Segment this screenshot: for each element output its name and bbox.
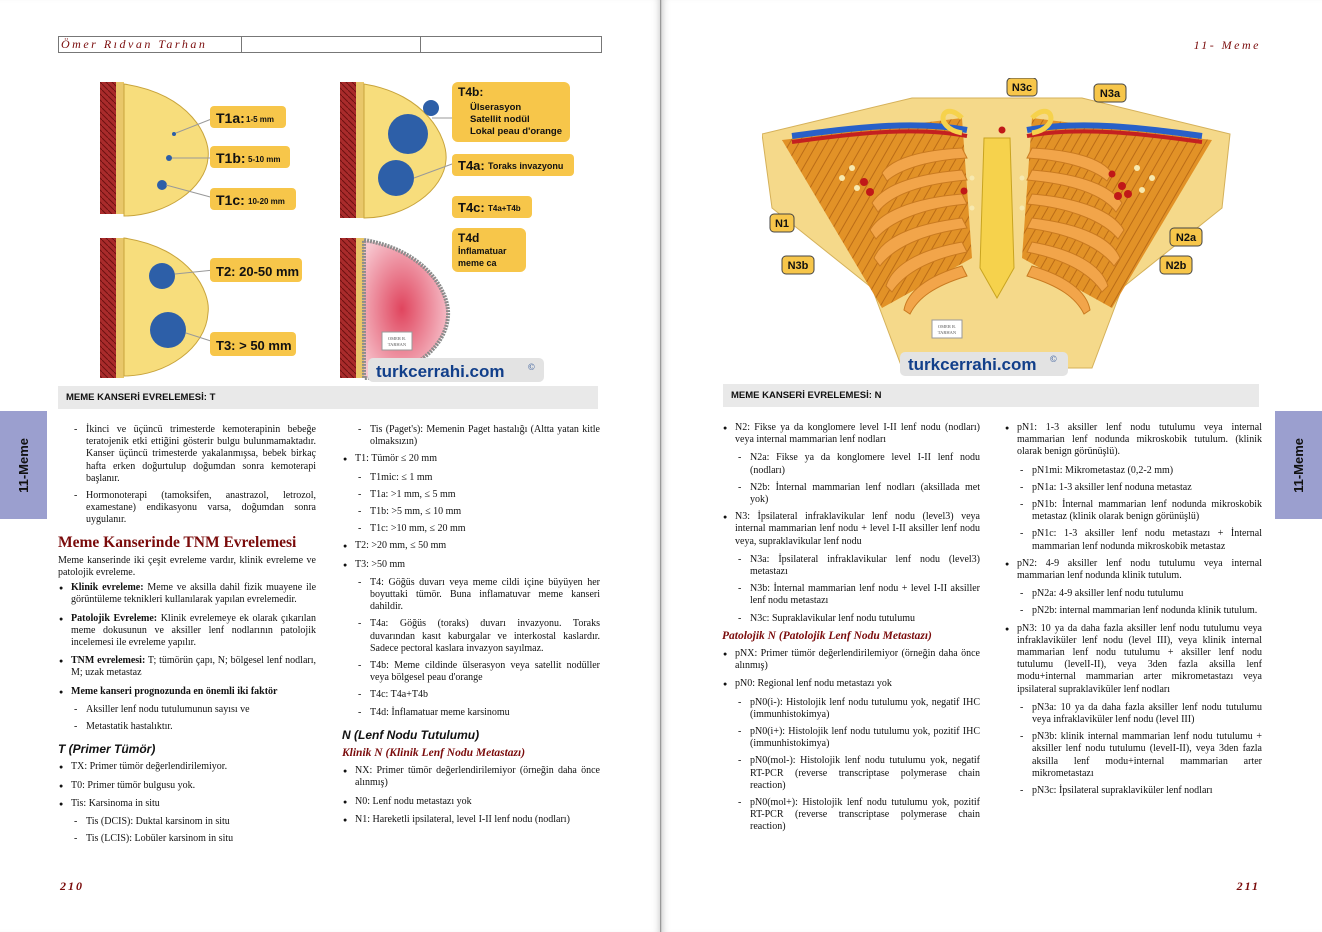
- svg-text:©: ©: [1050, 354, 1057, 364]
- chapter-side-tab: [1275, 411, 1322, 519]
- svg-text:T1b:: T1b:: [216, 150, 246, 166]
- svg-text:OMER R.: OMER R.: [937, 324, 957, 329]
- term: Patolojik Evreleme:: [71, 612, 158, 624]
- list-item: ● N2: Fikse ya da konglomere level I-II lenf nodu (nodları) veya internal mammarian lenf nodları: [722, 422, 980, 446]
- list-item: ● pN1: 1-3 aksiller lenf nodu tutulumu veya internal mammarian lenf nodunda mikroskobik tutulum. (klinik olarak benign görünüşlü).: [1004, 422, 1262, 459]
- t4c-tag: [452, 196, 532, 218]
- svg-text:T3: > 50 mm: T3: > 50 mm: [216, 338, 292, 353]
- right-column-2: [1004, 422, 1262, 802]
- header-author: Ömer Rıdvan Tarhan: [59, 37, 242, 52]
- svg-text:T4a:: T4a:: [458, 158, 485, 173]
- term: Klinik evreleme:: [71, 582, 144, 594]
- svg-text:Ülserasyon: Ülserasyon: [470, 102, 522, 113]
- t4d-box: [452, 228, 526, 272]
- left-column-2: [342, 424, 600, 832]
- list-item: - pN1a: 1-3 aksiller lenf noduna metastaz: [1004, 482, 1262, 494]
- list-item: ● N0: Lenf nodu metastazı yok: [342, 796, 600, 808]
- svg-text:T4b:: T4b:: [458, 85, 484, 99]
- list-item: - T4: Göğüs duvarı veya meme cildi içine büyüyen her boyuttaki tümör. Buna inflamatuvar meme kanseri dahildir.: [342, 577, 600, 614]
- n2a-tag: [1170, 228, 1202, 246]
- svg-text:T1a:: T1a:: [216, 110, 245, 126]
- subsection-heading: T (Primer Tümör): [58, 742, 156, 757]
- list-item: ● pN2: 4-9 aksiller lenf nodu tutulumu veya internal mammarian lenf nodunda klinik tutulum.: [1004, 558, 1262, 582]
- list-item: - N3c: Supraklavikular lenf nodu tutulumu: [722, 613, 980, 625]
- subsection-heading: Patolojik N (Patolojik Lenf Nodu Metastazı): [722, 629, 932, 642]
- list-item: ● TX: Primer tümör değerlendirilemiyor.: [58, 761, 316, 773]
- list-item: ● Tis: Karsinoma in situ: [58, 798, 316, 810]
- n3c-tag: [1007, 78, 1037, 96]
- term: TNM evrelemesi:: [71, 655, 146, 667]
- running-header-box: [58, 36, 602, 53]
- list-item: - pN3c: İpsilateral supraklaviküler lenf nodları: [1004, 785, 1262, 797]
- t2-tag: [210, 258, 302, 282]
- svg-text:TARHAN: TARHAN: [937, 330, 957, 335]
- svg-text:©: ©: [528, 362, 535, 372]
- page-number: 210: [60, 879, 84, 893]
- t3-tag: [210, 332, 296, 356]
- list-item: ● N1: Hareketli ipsilateral, level I-II lenf nodu (nodları): [342, 814, 600, 826]
- list-item: ● T2: >20 mm, ≤ 50 mm: [342, 540, 600, 552]
- svg-text:N3a: N3a: [1099, 88, 1121, 100]
- list-item: - N2a: Fikse ya da konglomere level I-II lenf nodu (nodları): [722, 452, 980, 476]
- list-item: - Tis (Paget's): Memenin Paget hastalığı (Altta yatan kitle olmaksızın): [342, 424, 600, 448]
- svg-text:turkcerrahi.com: turkcerrahi.com: [376, 362, 505, 381]
- chapter-side-tab-label: 11-Meme: [16, 437, 31, 493]
- list-item: ● pN0: Regional lenf nodu metastazı yok: [722, 678, 980, 690]
- list-item: - İkinci ve üçüncü trimesterde kemoterapinin bebeğe teratojenik etki ettiğini gösterir bulgu bulunmamaktadır. Kanser üçüncü trimesterde yakalanmışsa, bebek birkaç hafta erken doğurtulup doğumdan sonra kemoterapi başlanır.: [58, 424, 316, 485]
- list-item: - T1c: >10 mm, ≤ 20 mm: [342, 523, 600, 535]
- list-item: [58, 655, 316, 679]
- list-item: - pN0(mol+): Histolojik lenf nodu tutulumu yok, pozitif RT-PCR (reverse transcriptase polymerase chain reaction): [722, 797, 980, 834]
- page-number: 211: [1236, 879, 1260, 893]
- n1-tag: [770, 214, 794, 232]
- list-item: - N2b: İnternal mammarian lenf nodları (aksillada met yok): [722, 482, 980, 506]
- n3a-tag: [1094, 84, 1126, 102]
- list-item: - T4a: Göğüs (toraks) duvarı invazyonu. Toraks duvarından kasıt kaburgalar ve interkostal kaslardır. Sadece pectoral kaslara invazyon sayılmaz.: [342, 618, 600, 655]
- watermark: [368, 358, 544, 382]
- svg-text:OMER R.: OMER R.: [387, 336, 407, 341]
- chapter-side-tab: [0, 411, 47, 519]
- stamp: [932, 320, 962, 338]
- list-item: [58, 613, 316, 650]
- list-item: - Tis (LCIS): Lobüler karsinom in situ: [58, 833, 316, 845]
- header-empty-cell: [242, 37, 421, 52]
- right-column-1: [722, 422, 980, 839]
- svg-text:T1c:: T1c:: [216, 192, 245, 208]
- list-item: - pN0(i+): Histolojik lenf nodu tutulumu yok, pozitif IHC (immunhistokimya): [722, 726, 980, 750]
- breast-diagram-t4: [340, 82, 452, 218]
- svg-text:N2b: N2b: [1165, 260, 1187, 272]
- list-item: - pN0(i-): Histolojik lenf nodu tutulumu yok, negatif IHC (immunhistokimya): [722, 697, 980, 721]
- svg-text:N3c: N3c: [1011, 82, 1033, 94]
- list-item: [58, 582, 316, 606]
- subsection-heading: N (Lenf Nodu Tutulumu): [342, 727, 480, 742]
- list-item: - pN1mi: Mikrometastaz (0,2-2 mm): [1004, 465, 1262, 477]
- svg-text:meme ca: meme ca: [458, 258, 497, 268]
- list-item: ● T1: Tümör ≤ 20 mm: [342, 453, 600, 465]
- list-item: - pN3a: 10 ya da daha fazla aksiller lenf nodu tutulumu veya infraklaviküler lenf nodu (level III): [1004, 702, 1262, 726]
- right-page: [661, 0, 1322, 932]
- breast-diagram-t4d: [340, 238, 448, 378]
- t4b-box: [452, 82, 570, 142]
- list-item: - N3b: İnternal mammarian lenf nodu + level I-II aksiller lenf nodu metastazı: [722, 583, 980, 607]
- list-item: - Tis (DCIS): Duktal karsinom in situ: [58, 816, 316, 828]
- list-item: - pN1c: 1-3 aksiller lenf nodu metastazı + İnternal mammarian lenf nodunda mikroskobik metastaz: [1004, 528, 1262, 552]
- list-item: - Aksiller lenf nodu tutulumunun sayısı ve: [58, 704, 316, 716]
- list-item: ● N3: İpsilateral infraklavikular lenf nodu (level3) veya internal mammarian lenf nodu + level I-II aksiller lenf nodu veya, supraklavikular lenf nodu: [722, 511, 980, 548]
- list-item: - pN1b: İnternal mammarian lenf nodunda mikroskobik metastaz (klinik olarak benign görünüşlü): [1004, 499, 1262, 523]
- svg-text:T4d: T4d: [458, 231, 480, 245]
- n2b-tag: [1160, 256, 1192, 274]
- list-item: - Metastatik hastalıktır.: [58, 721, 316, 733]
- list-item: - T4c: T4a+T4b: [342, 689, 600, 701]
- chapter-side-tab-label: 11-Meme: [1291, 437, 1306, 493]
- n-staging-figure: [762, 78, 1232, 378]
- list-item: - T1b: >5 mm, ≤ 10 mm: [342, 506, 600, 518]
- list-item: - Hormonoterapi (tamoksifen, anastrazol, letrozol, examestane) endikasyonu varsa, doğumdan sonra uygulanır.: [58, 490, 316, 527]
- svg-text:Toraks invazyonu: Toraks invazyonu: [488, 161, 564, 171]
- svg-text:N3b: N3b: [787, 260, 809, 272]
- svg-text:N1: N1: [774, 218, 790, 230]
- breast-diagram-t1: [100, 82, 214, 216]
- t1c-tag: [210, 188, 296, 210]
- header-empty-cell: [421, 37, 601, 52]
- watermark: [900, 352, 1068, 376]
- list-item: - T4d: İnflamatuar meme karsinomu: [342, 707, 600, 719]
- svg-text:T4c:: T4c:: [458, 200, 485, 215]
- t4a-tag: [452, 154, 574, 176]
- list-item: - T1a: >1 mm, ≤ 5 mm: [342, 489, 600, 501]
- t1a-tag: [210, 106, 286, 128]
- figure-caption: MEME KANSERİ EVRELEMESİ: N: [723, 384, 1259, 407]
- svg-text:5-10 mm: 5-10 mm: [248, 155, 281, 164]
- list-item: ● T3: >50 mm: [342, 559, 600, 571]
- list-item: - pN3b: klinik internal mammarian lenf nodu tutulumu + aksiller lenf nodu tutulumu (levelI-II), veya 3den fazla aksilla lenf modu+internal mammarian arter mikrometastazı: [1004, 731, 1262, 780]
- paragraph: Meme kanserinde iki çeşit evreleme vardır, klinik evreleme ve patolojik evreleme.: [58, 554, 316, 579]
- definition: Klinik evrelemeye ek olarak çıkarılan meme dokusunun ve aksiller lenf nodlarının patolojik incelemesi ile evreleme yapılır.: [71, 612, 316, 649]
- list-item: ● pN3: 10 ya da daha fazla aksiller lenf nodu tutulumu veya infraklaviküler lenf nodu (level III), veya klinik internal mammarian lenf nodu tutulumu + aksiller lenf nodu tutulumu (levelI-II), veya 3den fazla aksilla lenf modu+internal mammarian arter mikrometastazı veya ipsilateral supraklaviküler lenf nodları: [1004, 623, 1262, 696]
- svg-text:turkcerrahi.com: turkcerrahi.com: [908, 355, 1037, 374]
- svg-text:T2: 20-50 mm: T2: 20-50 mm: [216, 264, 300, 279]
- svg-text:TARHAN: TARHAN: [387, 342, 407, 347]
- list-item: - pN2b: internal mammarian lenf nodunda klinik tutulum.: [1004, 605, 1262, 617]
- svg-text:Satellit nodül: Satellit nodül: [470, 114, 530, 125]
- definition: T; tümörün çapı, N; bölgesel lenf nodları, M; uzak metastaz: [71, 655, 316, 679]
- list-item: ● T0: Primer tümör bulgusu yok.: [58, 780, 316, 792]
- section-heading: Meme Kanserinde TNM Evrelemesi: [58, 533, 297, 551]
- list-item: ● Meme kanseri prognozunda en önemli iki faktör: [58, 686, 316, 698]
- svg-text:10-20 mm: 10-20 mm: [248, 197, 285, 206]
- t1b-tag: [210, 146, 290, 168]
- subsection-heading: Klinik N (Klinik Lenf Nodu Metastazı): [342, 747, 526, 760]
- list-item: ● pNX: Primer tümör değerlendirilemiyor (örneğin daha önce alınmış): [722, 648, 980, 672]
- list-item: - N3a: İpsilateral infraklavikular lenf nodu (level3) metastazı: [722, 554, 980, 578]
- figure-caption: MEME KANSERİ EVRELEMESİ: T: [58, 386, 598, 409]
- n3b-tag: [782, 256, 814, 274]
- header-chapter: 11- Meme: [1193, 38, 1261, 52]
- svg-text:T4a+T4b: T4a+T4b: [488, 204, 521, 213]
- list-item: - pN0(mol-): Histolojik lenf nodu tutulumu yok, negatif RT-PCR (reverse transcriptase polymerase chain reaction): [722, 755, 980, 792]
- svg-text:N2a: N2a: [1175, 232, 1197, 244]
- list-item: - pN2a: 4-9 aksiller lenf nodu tutulumu: [1004, 588, 1262, 600]
- list-item: ● NX: Primer tümör değerlendirilemiyor (örneğin daha önce alınmış): [342, 765, 600, 789]
- svg-text:Lokal peau d'orange: Lokal peau d'orange: [470, 126, 562, 137]
- svg-text:İnflamatuar: İnflamatuar: [458, 246, 507, 256]
- left-column-1: [58, 424, 316, 850]
- breast-diagram-t2-t3: [100, 238, 214, 378]
- list-item: - T4b: Meme cildinde ülserasyon veya satellit nodüller veya bölgesel peau d'orange: [342, 660, 600, 684]
- definition: Meme ve aksilla dahil fizik muayene ile görüntüleme teknikleri kullanılarak yapılan evrelemedir.: [71, 582, 317, 606]
- svg-text:1-5 mm: 1-5 mm: [246, 115, 275, 124]
- t-staging-figure: [96, 78, 586, 382]
- list-item: - T1mic: ≤ 1 mm: [342, 472, 600, 484]
